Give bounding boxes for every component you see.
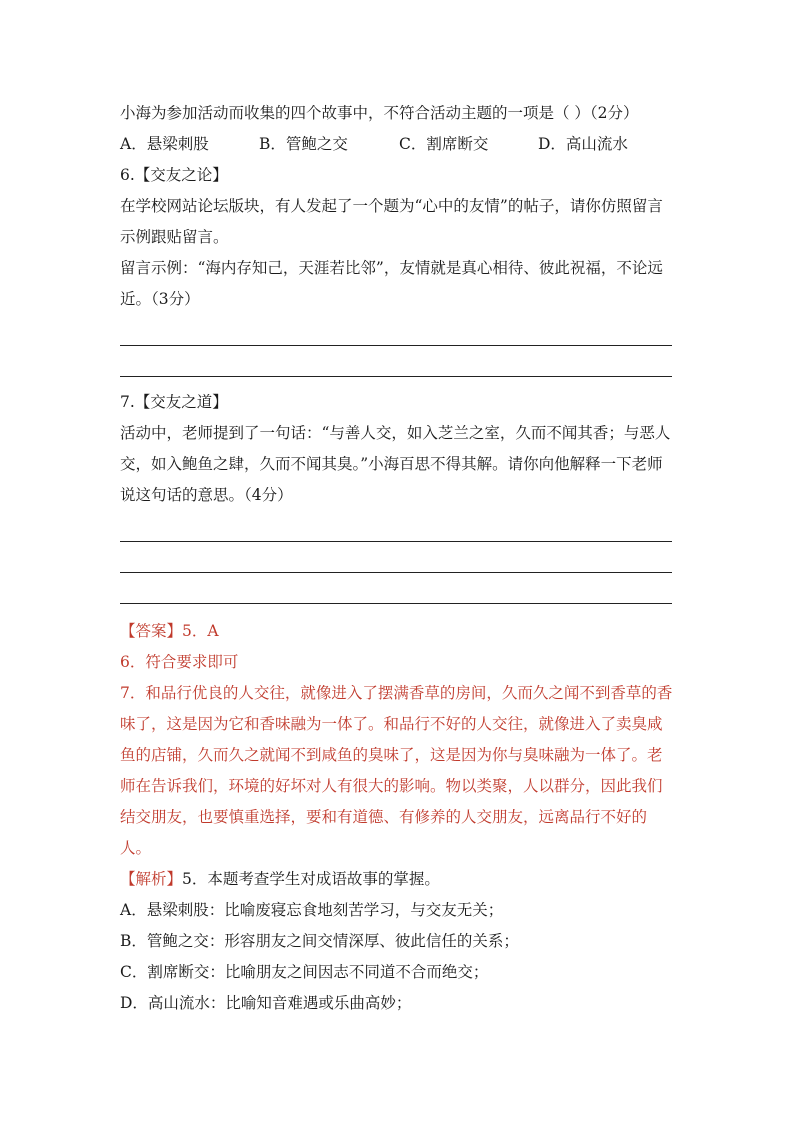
answer-blank-line[interactable] — [120, 542, 672, 573]
option-d: D．高山流水 — [538, 135, 628, 153]
document-page — [120, 98, 676, 1019]
question-5-stem: 小海为参加活动而收集的四个故事中，不符合活动主题的一项是（ ）（2分） — [120, 104, 639, 122]
question-7-title: 7.【交友之道】 — [120, 393, 228, 411]
analysis-intro: 5．本题考查学生对成语故事的掌握。 — [182, 870, 440, 888]
answer-5: 5．A — [182, 622, 219, 640]
option-b: B．管鲍之交 — [259, 135, 348, 153]
analysis-label: 【解析】 — [120, 870, 183, 888]
option-a: A．悬梁刺股 — [120, 135, 209, 153]
answer-label: 【答案】 — [120, 622, 183, 640]
analysis-intro-line — [120, 864, 676, 895]
question-5-options — [120, 129, 676, 160]
analysis-item-a: A．悬梁刺股：比喻废寝忘食地刻苦学习，与交友无关； — [120, 901, 504, 919]
analysis-item-d: D．高山流水：比喻知音难遇或乐曲高妙； — [120, 994, 412, 1012]
answer-blank-line[interactable] — [120, 315, 672, 346]
answer-7: 7．和品行优良的人交往，就像进入了摆满香草的房间，久而久之闻不到香草的香味了，这是因为它和香味融为一体了。和品行不好的人交往，就像进入了卖臭咸鱼的店铺，久而久之就闻不到咸鱼的臭味了，这是因为你与臭味融为一体了。老师在告诉我们，环境的好坏对人有很大的影响。物以类聚，人以群分，因此我们结交朋友，也要慎重选择，要和有道德、有修养的人交朋友，远离品行不好的人。 — [120, 684, 673, 857]
analysis-item-b: B．管鲍之交：形容朋友之间交情深厚、彼此信任的关系； — [120, 932, 519, 950]
question-6-example: 留言示例：“海内存知己，天涯若比邻”，友情就是真心相待、彼此祝福，不论远近。（3分） — [120, 259, 663, 308]
answer-6: 6．符合要求即可 — [120, 653, 239, 671]
question-7-text: 活动中，老师提到了一句话：“与善人交，如入芝兰之室，久而不闻其香；与恶人交，如入鲍鱼之肆，久而不闻其臭。”小海百思不得其解。请你向他解释一下老师说这句话的意思。（4分） — [120, 424, 671, 504]
answer-blank-line[interactable] — [120, 346, 672, 377]
answer-5-line — [120, 616, 676, 647]
answer-blank-line[interactable] — [120, 511, 672, 542]
option-c: C．割席断交 — [399, 135, 489, 153]
question-6-text: 在学校网站论坛版块，有人发起了一个题为“心中的友情”的帖子，请你仿照留言示例跟贴留言。 — [120, 197, 663, 246]
answer-blank-line[interactable] — [120, 573, 672, 604]
question-6-title: 6.【交友之论】 — [120, 166, 228, 184]
analysis-item-c: C．割席断交：比喻朋友之间因志不同道不合而绝交； — [120, 963, 489, 981]
